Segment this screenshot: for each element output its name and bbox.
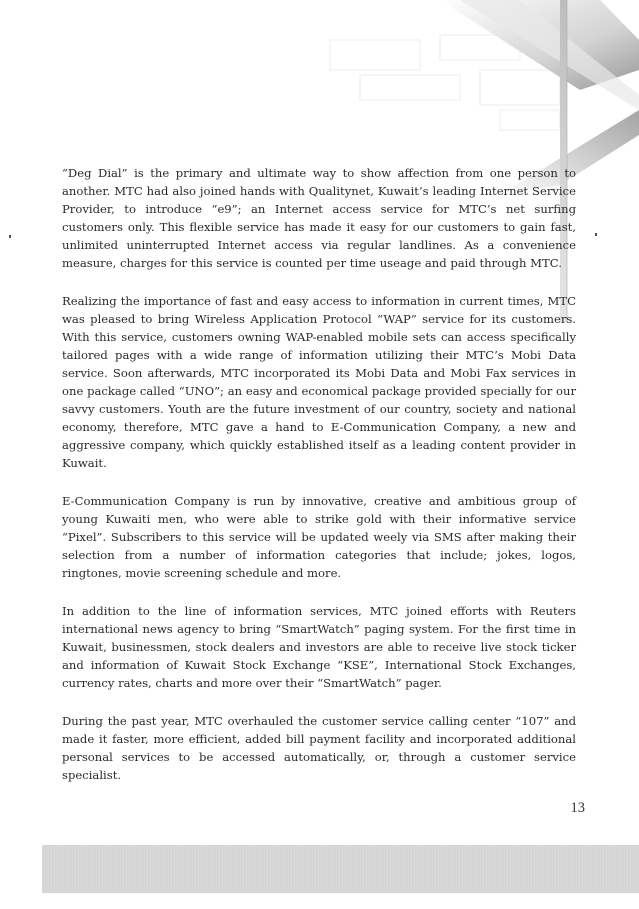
left-margin-mark [9, 235, 11, 238]
body-text [62, 164, 576, 804]
paragraph-smartwatch: In addition to the line of information services, MTC joined efforts with Reuters international news agency to bring “SmartWatch” paging system. For the first time in Kuwait, businessmen, stock dealers and investors are able to receive live stock ticker and information of Kuwait Stock Exchange “KSE”, International Stock Exchanges, currency rates, charts and more over their “SmartWatch” pager. [62, 604, 576, 690]
right-margin-mark [595, 233, 597, 236]
footer-band [0, 834, 639, 909]
paragraph-deg-dial: “Deg Dial” is the primary and ultimate way to show affection from one person to another. MTC had also joined hands with Qualitynet, Kuwait’s leading Internet Service Provider, to introduce “e9”; an Internet access service for MTC’s net surfing customers only. This flexible service has made it easy for our customers to gain fast, unlimited uninterrupted Internet access via regular landlines. As a convenience measure, charges for this service is counted per time useage and paid through MTC. [62, 166, 576, 270]
paragraph-customer-service: During the past year, MTC overhauled the customer service calling center “107” and made it faster, more efficient, added bill payment facility and incorporated additional personal services to be accessed automatically, or, through a customer service specialist. [62, 714, 576, 782]
paragraph-wap: Realizing the importance of fast and easy access to information in current times, MTC was pleased to bring Wireless Application Protocol “WAP” service for its customers. With this service, customers owning WAP-enabled mobile sets can access specifically tailored pages with a wide range of information utilizing their MTC’s Mobi Data service. Soon afterwards, MTC incorporated its Mobi Data and Mobi Fax services in one package called “UNO”; an easy and economical package provided specially for our savvy customers. Youth are the future investment of our country, society and national economy, therefore, MTC gave a hand to E-Communication Company, a new and aggressive company, which quickly established itself as a leading content provider in Kuwait. [62, 294, 576, 470]
footer-gray-strip [42, 845, 639, 893]
paragraph-e-communication: E-Communication Company is run by innovative, creative and ambitious group of young Kuwaiti men, who were able to strike gold with their informative service “Pixel”. Subscribers to this service will be updated weely via SMS after making their selection from a number of information categories that include; jokes, logos, ringtones, movie screening schedule and more. [62, 494, 576, 580]
page-number: 13 [570, 800, 585, 816]
